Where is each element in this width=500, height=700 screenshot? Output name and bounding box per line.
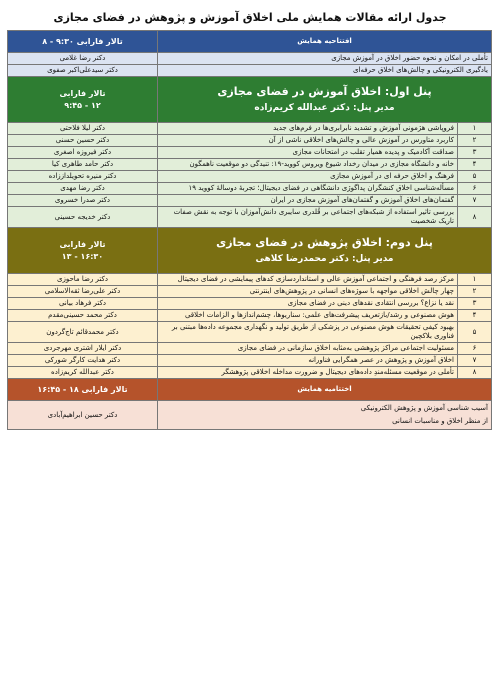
- panel2-header-row: [7, 228, 491, 274]
- paper-title: اخلاق آموزش و پژوهش در عصر همگرایی فناورانه: [157, 355, 457, 367]
- closing-hall: تالار فارابی ۱۸ - ۱۶:۴۵: [7, 379, 157, 401]
- paper-title: صداقت آکادمیک و پدیده همیار تقلب در امتحانات مجازی: [157, 147, 457, 159]
- closing-header-row: [7, 379, 491, 401]
- paper-author: دکتر رضا غلامی: [7, 53, 157, 65]
- paper-number: ۷: [458, 355, 492, 367]
- panel2-chair: مدیر پنل: دکتر محمدرضا کلاهی: [255, 254, 394, 264]
- paper-title: فرهنگ و اخلاق حرفه ای در آموزش مجازی: [157, 171, 457, 183]
- closing-row: [7, 401, 491, 430]
- paper-author: دکتر منیره تحویلداززاده: [7, 171, 157, 183]
- paper-number: ۵: [458, 171, 492, 183]
- schedule-table: [7, 30, 492, 430]
- paper-author: دکتر رضا ماحوزی: [7, 274, 157, 286]
- panel1-header: [157, 77, 491, 123]
- paper-author: دکتر محمد حسینی‌مقدم: [7, 310, 157, 322]
- table-row: [7, 322, 491, 343]
- panel2-header: [157, 228, 491, 274]
- closing-paper-title: [157, 401, 491, 430]
- paper-title: تأملی در امکان و نحوه حضور اخلاق در آموزش مجازی: [157, 53, 491, 65]
- table-row: [7, 355, 491, 367]
- paper-title: گفتمان‌های اخلاق آموزش و گفتمان‌های آموزش مجازی در ایران: [157, 195, 457, 207]
- paper-number: ۸: [458, 207, 492, 228]
- table-row: [7, 274, 491, 286]
- schedule-body: [7, 31, 491, 430]
- paper-author: دکتر علی‌رضا ثقه‌الاسلامی: [7, 286, 157, 298]
- closing-header: اختتامیه همایش: [157, 379, 491, 401]
- paper-author: دکتر فرهاد بیانی: [7, 298, 157, 310]
- paper-author: دکتر هدایت کارگر شورکی: [7, 355, 157, 367]
- paper-number: ۴: [458, 159, 492, 171]
- paper-number: ۲: [458, 286, 492, 298]
- paper-author: دکتر حسین حسنی: [7, 135, 157, 147]
- opening-row: [7, 53, 491, 65]
- paper-author: دکتر رضا مهدی: [7, 183, 157, 195]
- opening-row: [7, 65, 491, 77]
- paper-title: مسئولیت اجتماعی مراکز پژوهشی به‌مثابه اخلاق سازمانی در فضای مجازی: [157, 343, 457, 355]
- panel2-hall: [7, 228, 157, 274]
- paper-author: دکتر سیدعلی‌اکبر صفوی: [7, 65, 157, 77]
- paper-number: ۱: [458, 274, 492, 286]
- paper-title: بررسی تاثیر استفاده از شبکه‌های اجتماعی بر قُلدری سایبری دانش‌آموزان با توجه به نقش صفات تاریک شخصیت: [157, 207, 457, 228]
- paper-author: دکتر خدیجه حسینی: [7, 207, 157, 228]
- panel1-hall-time: ۱۲ - ۹:۴۵: [64, 100, 101, 110]
- paper-title: خانه و دانشگاه مجازی در میدان رخداد شیوع ویروس کووید-۱۹: تنیدگی دو موقعیت ناهمگون: [157, 159, 457, 171]
- paper-title: فروپاشی هژمونی آموزش و تشدید نابرابری‌ها در فرم‌های جدید: [157, 123, 457, 135]
- table-row: [7, 159, 491, 171]
- panel2-hall-time: ۱۶:۳۰ - ۱۳: [61, 251, 104, 261]
- opening-header-row: [7, 31, 491, 53]
- paper-number: ۸: [458, 367, 492, 379]
- paper-title: بهبود کیفی تحقیقات هوش مصنوعی در پزشکی از طریق تولید و نگهداری مجموعه داده‌ها مبتنی بر فناوری بلاکچین: [157, 322, 457, 343]
- panel1-hall-name: تالار فارابی: [59, 88, 106, 98]
- table-row: [7, 135, 491, 147]
- table-row: [7, 207, 491, 228]
- paper-author: دکتر لیلا فلاحتی: [7, 123, 157, 135]
- paper-title: هوش مصنوعی و رشد/بازتعریف پیشرفت‌های علمی: سناریوها، چشم‌اندازها و الزامات اخلاقی: [157, 310, 457, 322]
- table-row: [7, 310, 491, 322]
- table-row: [7, 298, 491, 310]
- closing-author: دکتر حسین ابراهیم‌آبادی: [7, 401, 157, 430]
- paper-title: مرکز رصد فرهنگی و اجتماعی آموزش عالی و استانداردسازی کدهای پیمایشی در فضای دیجیتال: [157, 274, 457, 286]
- panel2-hall-name: تالار فارابی: [59, 239, 106, 249]
- paper-author: دکتر عبدالله کریم‌زاده: [7, 367, 157, 379]
- paper-author: دکتر صدرا خسروی: [7, 195, 157, 207]
- panel1-header-row: [7, 77, 491, 123]
- paper-number: ۳: [458, 147, 492, 159]
- table-row: [7, 147, 491, 159]
- paper-author: دکتر محمدقائم تاج‌گردون: [7, 322, 157, 343]
- paper-number: ۴: [458, 310, 492, 322]
- table-row: [7, 195, 491, 207]
- table-row: [7, 286, 491, 298]
- paper-title: کاربرد متاورس در آموزش عالی و چالش‌های اخلاقی ناشی از آن: [157, 135, 457, 147]
- table-row: [7, 123, 491, 135]
- paper-title: یادگیری الکترونیکی و چالش‌های اخلاق حرفه‌ای: [157, 65, 491, 77]
- panel1-title: پنل اول: اخلاق آموزش در فضای مجازی: [217, 85, 432, 98]
- opening-header: افتتاحیه همایش: [157, 31, 491, 53]
- panel1-chair: مدیر پنل: دکتر عبدالله کریم‌زاده: [254, 103, 395, 113]
- page-title: جدول ارائه مقالات همایش ملی اخلاق آموزش و پژوهش در فضای مجازی: [53, 11, 447, 24]
- paper-title: تأملی در موقعیت مسئله‌مندِ داده‌های دیجیتال و ضرورت مداخله اخلاقی پژوهشگر: [157, 367, 457, 379]
- paper-number: ۵: [458, 322, 492, 343]
- paper-number: ۳: [458, 298, 492, 310]
- panel2-title: پنل دوم: اخلاق پژوهش در فضای مجازی: [216, 236, 433, 249]
- table-row: [7, 343, 491, 355]
- paper-number: ۶: [458, 343, 492, 355]
- paper-title: مسأله‌شناسی اخلاق کنشگران پداگوژی دانشگاهی در فضای دیجیتال؛ تجربهٔ دوسالهٔ کووید ۱۹: [157, 183, 457, 195]
- paper-number: ۶: [458, 183, 492, 195]
- paper-title: نقد یا نزاع؟ بررسی انتقادی نقدهای دینی در فضای مجازی: [157, 298, 457, 310]
- paper-number: ۷: [458, 195, 492, 207]
- table-row: [7, 367, 491, 379]
- table-row: [7, 183, 491, 195]
- paper-number: ۱: [458, 123, 492, 135]
- paper-title: چهار چالش اخلاقی مواجهه با سوژه‌های انسانی در پژوهش‌های اینترنتی: [157, 286, 457, 298]
- closing-title-line: آسیب شناسی آموزش و پژوهش الکترونیکی: [360, 404, 488, 412]
- opening-hall: تالار فارابی ۹:۳۰ - ۸: [7, 31, 157, 53]
- panel1-hall: [7, 77, 157, 123]
- paper-author: دکتر فیروزه اصغری: [7, 147, 157, 159]
- table-row: [7, 171, 491, 183]
- paper-number: ۲: [458, 135, 492, 147]
- paper-author: دکتر حامد طاهری کیا: [7, 159, 157, 171]
- closing-title-line: از منظر اخلاق و مناسبات انسانی: [392, 417, 488, 425]
- paper-author: دکتر ایلار اشتری مهرجردی: [7, 343, 157, 355]
